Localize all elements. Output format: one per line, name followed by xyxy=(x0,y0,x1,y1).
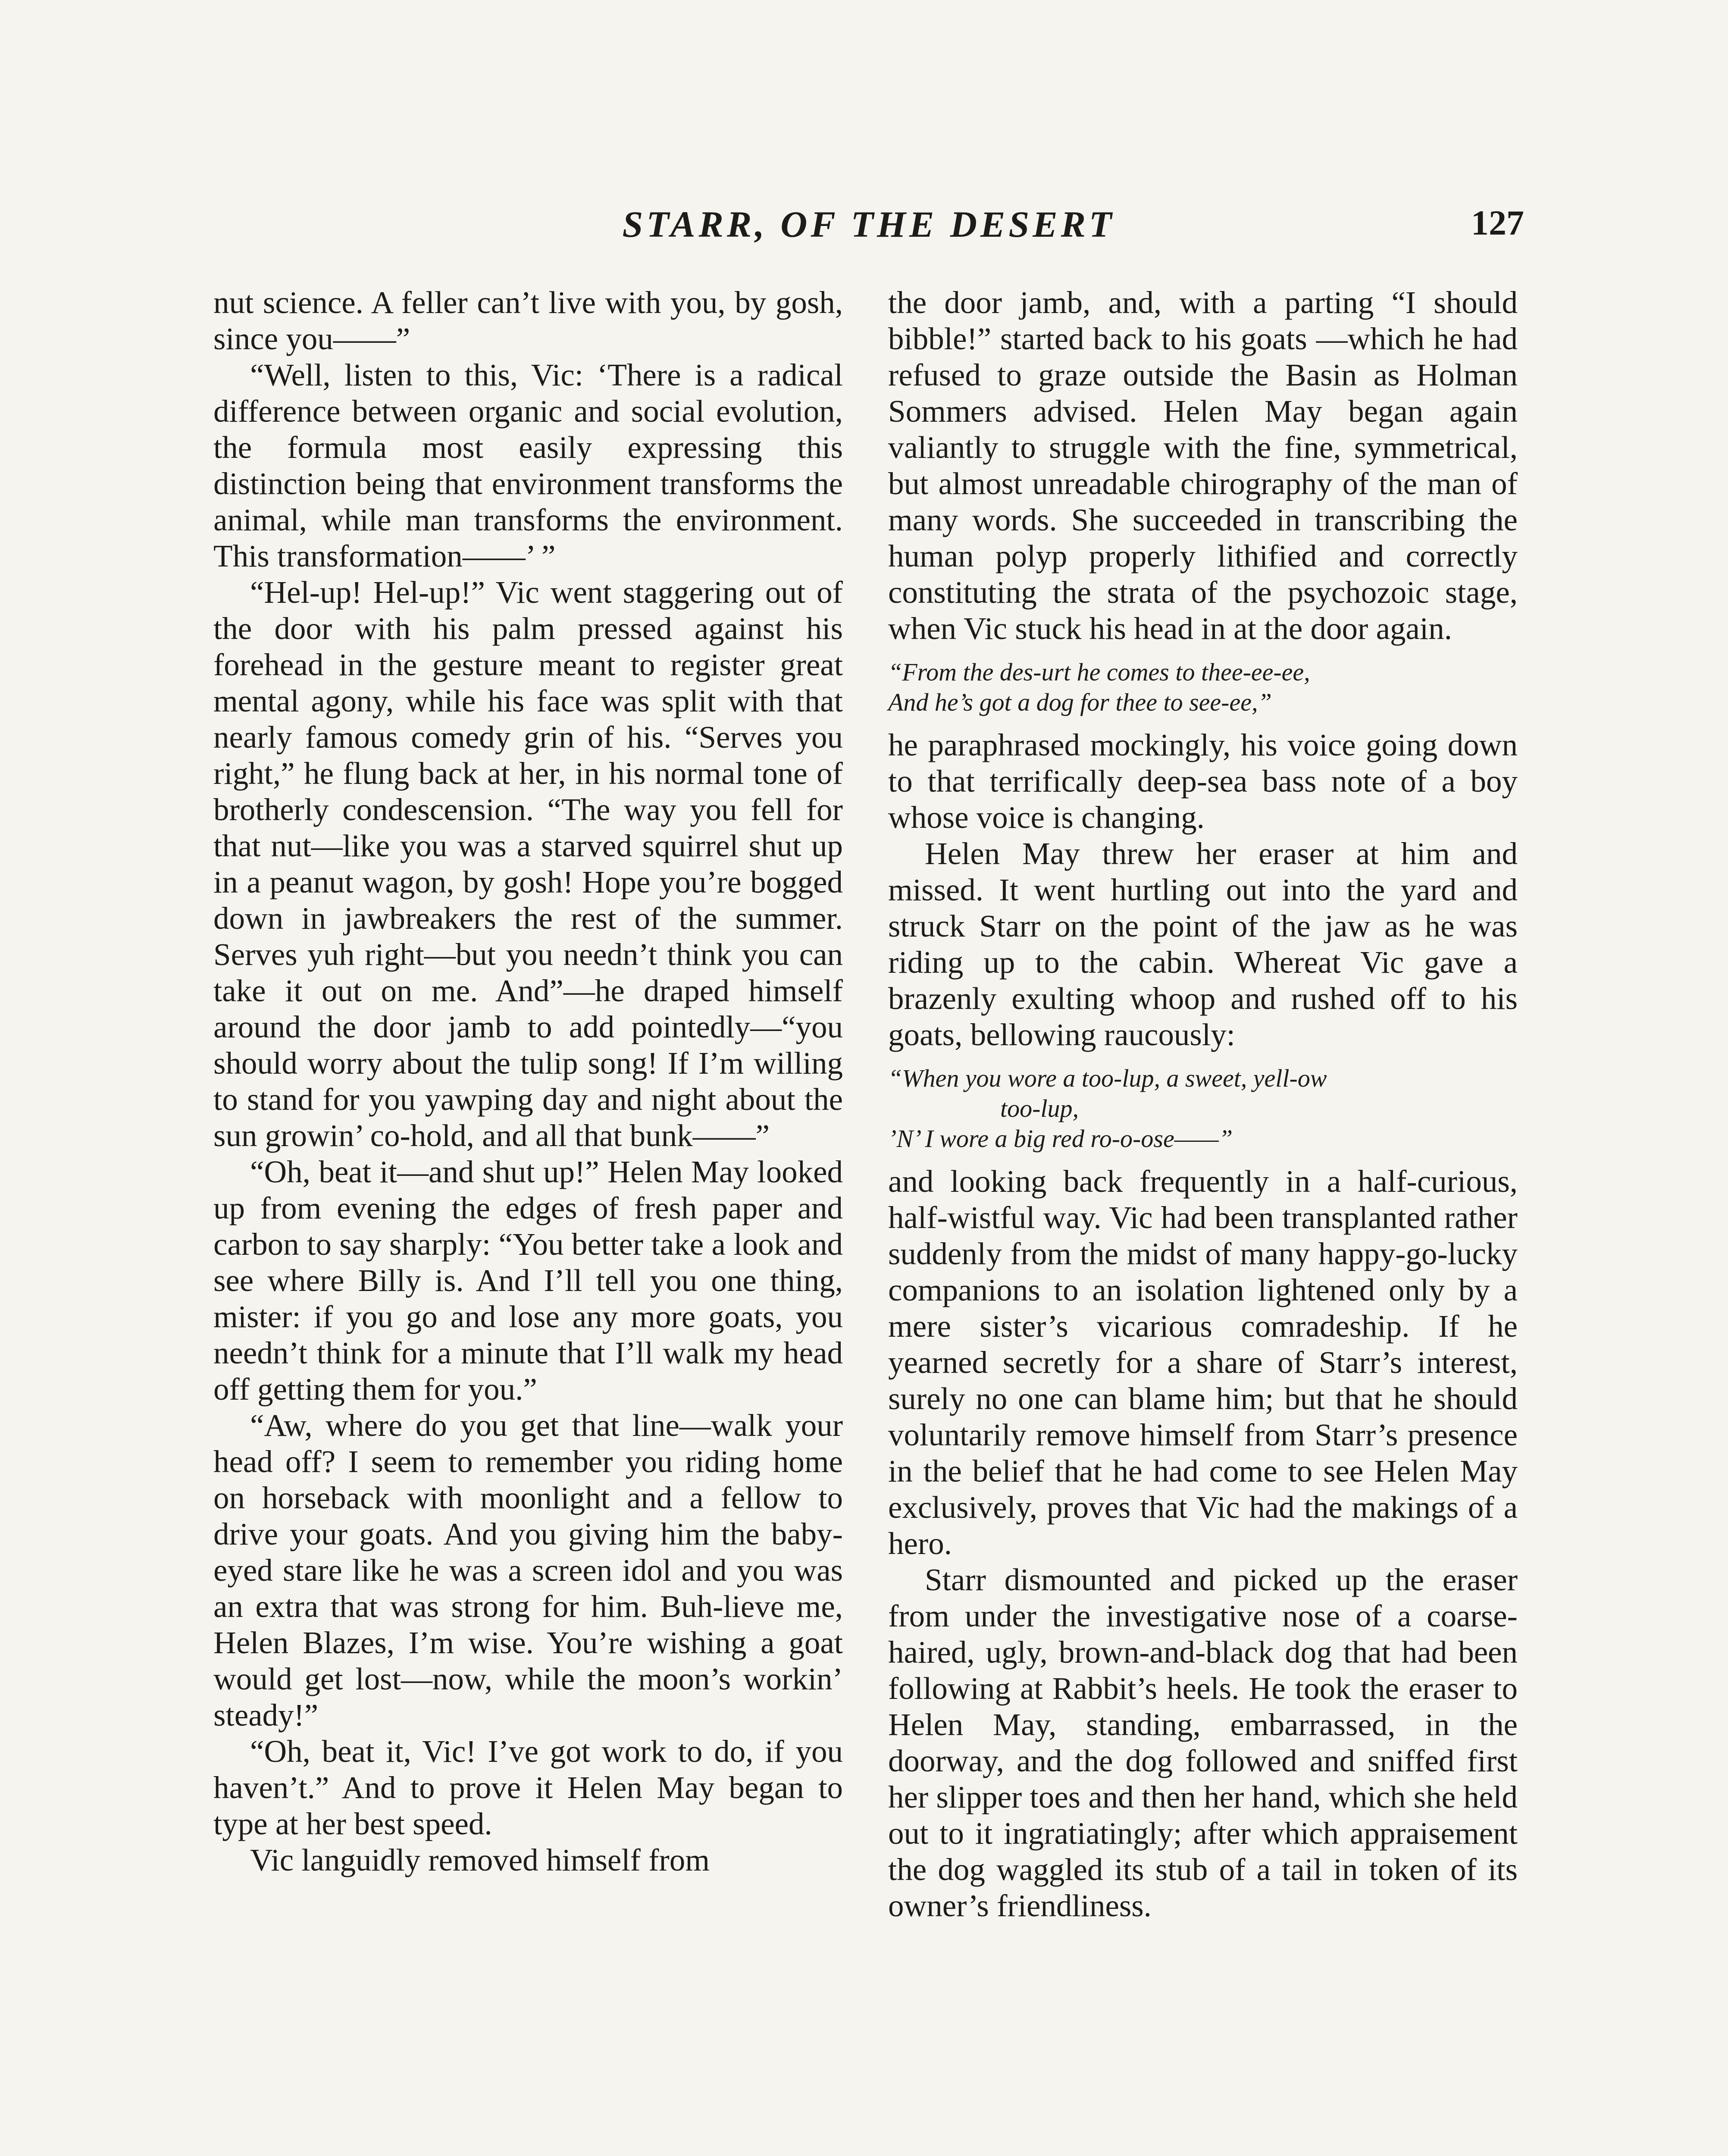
paragraph: the door jamb, and, with a parting “I should bibble!” started back to his goats —which he had refused to graze outside the Basin as Holman Sommers advised. Helen May began again valiantly to struggle with the fine, symmetrical, but almost unreadable chirography of the man of many words. She succeeded in transcribing the human polyp properly lithified and correctly constituting the strata of the psychozoic stage, when Vic stuck his head in at the door again. xyxy=(888,285,1518,646)
verse-line: “When you wore a too-lup, a sweet, yell-ow xyxy=(888,1064,1327,1092)
paragraph: Starr dismounted and picked up the eraser from under the investigative nose of a coarse-haired, ugly, brown-and-black dog that had been following at Rabbit’s heels. He took the eraser to Helen May, standing, embarrassed, in the doorway, and the dog followed and sniffed first her slipper toes and then her hand, which she held out to it ingratiatingly; after which appraisement the dog waggled its stub of a tail in token of its owner’s friendliness. xyxy=(888,1562,1518,1923)
paragraph: “Aw, where do you get that line—walk your head off? I seem to remember you riding home on horseback with moonlight and a fellow to drive your goats. And you giving him the baby-eyed stare like he was a screen idol and you was an extra that was strong for him. Buh-lieve me, Helen Blazes, I’m wise. You’re wishing a goat would get lost—now, while the moon’s workin’ steady!” xyxy=(213,1408,843,1733)
verse-line: “From the des-urt he comes to thee-ee-ee, xyxy=(888,658,1310,686)
verse-line: too-lup, xyxy=(1000,1094,1079,1122)
right-column xyxy=(888,285,1518,1924)
paragraph: “Hel-up! Hel-up!” Vic went staggering out of the door with his palm pressed against his forehead in the gesture meant to register great mental agony, while his face was split with that nearly famous comedy grin of his. “Serves you right,” he flung back at her, in his normal tone of brotherly condescension. “The way you fell for that nut—like you was a starved squirrel shut up in a peanut wagon, by gosh! Hope you’re bogged down in jawbreakers the rest of the summer. Serves yuh right—but you needn’t think you can take it out on me. And”—he draped himself around the door jamb to add pointedly—“you should worry about the tulip song! If I’m willing to stand for you yawping day and night about the sun growin’ co-hold, and all that bunk——” xyxy=(213,575,843,1153)
page-number: 127 xyxy=(1471,203,1524,242)
song-verse xyxy=(888,657,1518,718)
paragraph: nut science. A feller can’t live with you, by gosh, since you——” xyxy=(213,285,843,356)
verse-line: ’N’ I wore a big red ro-o-ose——” xyxy=(888,1125,1233,1153)
paragraph: “Well, listen to this, Vic: ‘There is a radical difference between organic and social evolution, the formula most easily expressing this distinction being that environment transforms the animal, while man transforms the environment. This transformation——’ ” xyxy=(213,357,843,573)
left-column xyxy=(213,285,843,1878)
song-verse xyxy=(888,1063,1518,1154)
page-header xyxy=(213,203,1524,259)
paragraph: he paraphrased mockingly, his voice going down to that terrifically deep-sea bass note of a boy whose voice is changing. xyxy=(888,727,1518,835)
verse-line: And he’s got a dog for thee to see-ee,” xyxy=(888,688,1272,716)
paragraph: “Oh, beat it, Vic! I’ve got work to do, if you haven’t.” And to prove it Helen May began to type at her best speed. xyxy=(213,1734,843,1841)
paragraph: and looking back frequently in a half-curious, half-wistful way. Vic had been transplanted rather suddenly from the midst of many happy-go-lucky companions to an isolation lightened only by a mere sister’s vicarious comradeship. If he yearned secretly for a share of Starr’s interest, surely no one can blame him; but that he should voluntarily remove himself from Starr’s presence in the belief that he had come to see Helen May exclusively, proves that Vic had the makings of a hero. xyxy=(888,1164,1518,1561)
paragraph: Helen May threw her eraser at him and missed. It went hurtling out into the yard and struck Starr on the point of the jaw as he was riding up to the cabin. Whereat Vic gave a brazenly exulting whoop and rushed off to his goats, bellowing raucously: xyxy=(888,836,1518,1052)
running-title: STARR, OF THE DESERT xyxy=(622,204,1115,245)
paragraph: Vic languidly removed himself from xyxy=(250,1843,710,1877)
paragraph: “Oh, beat it—and shut up!” Helen May looked up from evening the edges of fresh paper and carbon to say sharply: “You better take a look and see where Billy is. And I’ll tell you one thing, mister: if you go and lose any more goats, you needn’t think for a minute that I’ll walk my head off getting them for you.” xyxy=(213,1154,843,1407)
